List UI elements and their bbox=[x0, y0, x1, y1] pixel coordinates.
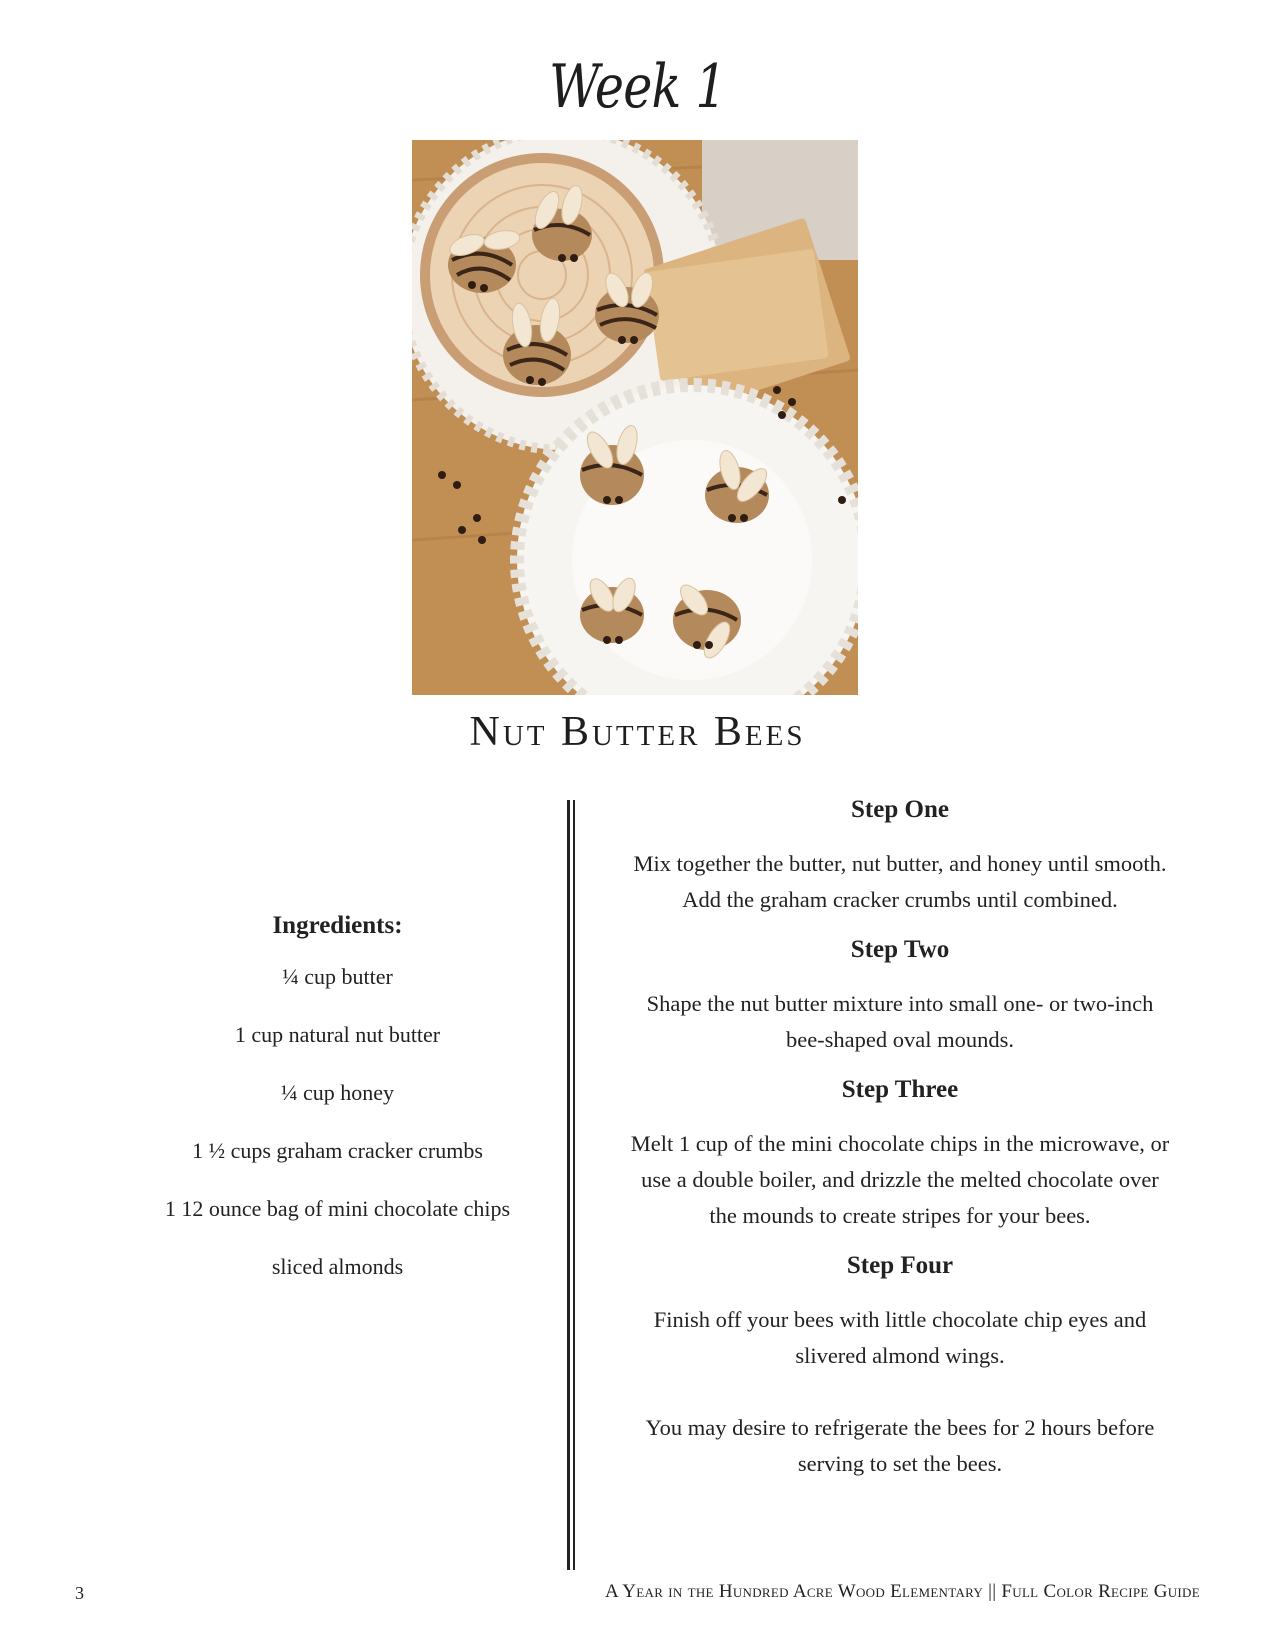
recipe-title: Nut Butter Bees bbox=[469, 709, 806, 755]
page-number: 3 bbox=[75, 1583, 84, 1603]
step-text: Shape the nut butter mixture into small one- or two-inch bee-shaped oval mounds. bbox=[646, 991, 1154, 1052]
recipe-photo bbox=[412, 140, 858, 695]
footer-text: A Year in the Hundred Acre Wood Elementary || Full Color Recipe Guide bbox=[604, 1581, 1200, 1602]
refrigerate-note: You may desire to refrigerate the bees for 2 hours before serving to set the bees. bbox=[645, 1415, 1155, 1476]
ingredient-item: ¼ cup butter bbox=[282, 964, 393, 989]
ingredient-item: sliced almonds bbox=[271, 1254, 404, 1279]
ingredients-heading: Ingredients: bbox=[272, 912, 403, 939]
ingredient-item: ¼ cup honey bbox=[280, 1080, 395, 1105]
step-text: Mix together the butter, nut butter, and honey until smooth. Add the graham cracker crumbs until combined. bbox=[633, 851, 1167, 912]
step-text: Melt 1 cup of the mini chocolate chips in the microwave, or use a double boiler, and drizzle the melted chocolate over the mounds to create stripes for your bees. bbox=[630, 1131, 1170, 1228]
step-title: Step Two bbox=[850, 936, 950, 963]
ingredients-section bbox=[100, 912, 575, 1310]
step-title: Step Four bbox=[846, 1252, 954, 1279]
step-title: Step One bbox=[851, 796, 949, 823]
week-title: Week 1 bbox=[549, 52, 726, 122]
ingredient-item: 1 cup natural nut butter bbox=[234, 1022, 441, 1047]
step-title: Step Three bbox=[841, 1076, 959, 1103]
step-text: Finish off your bees with little chocolate chip eyes and slivered almond wings. bbox=[653, 1307, 1147, 1368]
ingredient-item: 1 ½ cups graham cracker crumbs bbox=[192, 1138, 483, 1163]
steps-section bbox=[630, 796, 1170, 1500]
ingredient-item: 1 12 ounce bag of mini chocolate chips bbox=[164, 1196, 511, 1221]
